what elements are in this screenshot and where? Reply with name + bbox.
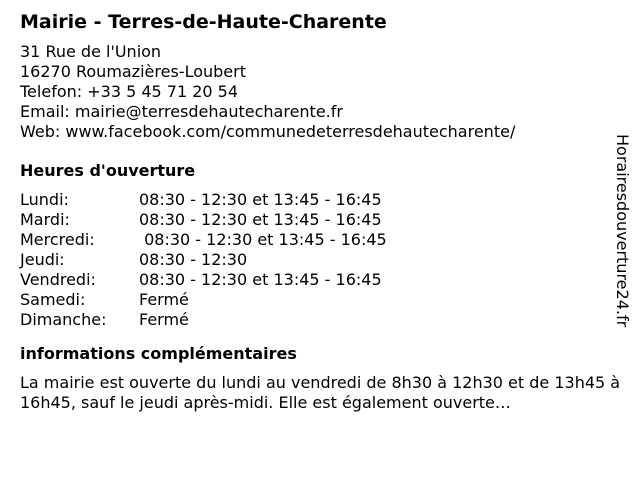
address-block — [20, 42, 610, 142]
day-label: Mercredi: — [20, 230, 95, 249]
phone-number[interactable]: Telefon: +33 5 45 71 20 54 — [20, 82, 239, 101]
email-address[interactable]: Email: mairie@terresdehautecharente.fr — [20, 102, 343, 121]
day-label: Jeudi: — [20, 250, 65, 269]
day-label: Mardi: — [20, 210, 70, 229]
street-address: 31 Rue de l'Union — [20, 42, 162, 61]
additional-info-heading: informations complémentaires — [20, 344, 297, 363]
website-link[interactable]: Web: www.facebook.com/communedeterresdehautecharente/ — [20, 122, 516, 141]
day-hours: 08:30 - 12:30 et 13:45 - 16:45 — [139, 230, 387, 249]
hours-row-friday — [20, 270, 610, 290]
opening-hours-table — [20, 190, 610, 330]
hours-row-wednesday — [20, 230, 610, 250]
day-label: Samedi: — [20, 290, 86, 309]
hours-row-saturday — [20, 290, 610, 310]
hours-row-monday — [20, 190, 610, 210]
day-hours: 08:30 - 12:30 — [139, 250, 248, 269]
day-hours: Fermé — [139, 290, 189, 309]
hours-row-tuesday — [20, 210, 610, 230]
hours-row-sunday — [20, 310, 610, 330]
place-card — [20, 10, 621, 413]
brand-watermark[interactable]: Horairesdouverture24.fr — [613, 134, 632, 328]
additional-info-text: La mairie est ouverte du lundi au vendredi de 8h30 à 12h30 et de 13h45 à 16h45, sauf le jeudi après-midi. Elle est également ouverte… — [20, 373, 621, 412]
city-line: 16270 Roumazières-Loubert — [20, 62, 246, 81]
day-hours: 08:30 - 12:30 et 13:45 - 16:45 — [139, 270, 382, 289]
day-label: Lundi: — [20, 190, 69, 209]
day-label: Vendredi: — [20, 270, 96, 289]
place-title: Mairie - Terres-de-Haute-Charente — [20, 11, 387, 33]
day-hours: Fermé — [139, 310, 189, 329]
hours-row-thursday — [20, 250, 610, 270]
day-label: Dimanche: — [20, 310, 107, 329]
day-hours: 08:30 - 12:30 et 13:45 - 16:45 — [139, 210, 382, 229]
opening-hours-heading: Heures d'ouverture — [20, 161, 196, 180]
day-hours: 08:30 - 12:30 et 13:45 - 16:45 — [139, 190, 382, 209]
